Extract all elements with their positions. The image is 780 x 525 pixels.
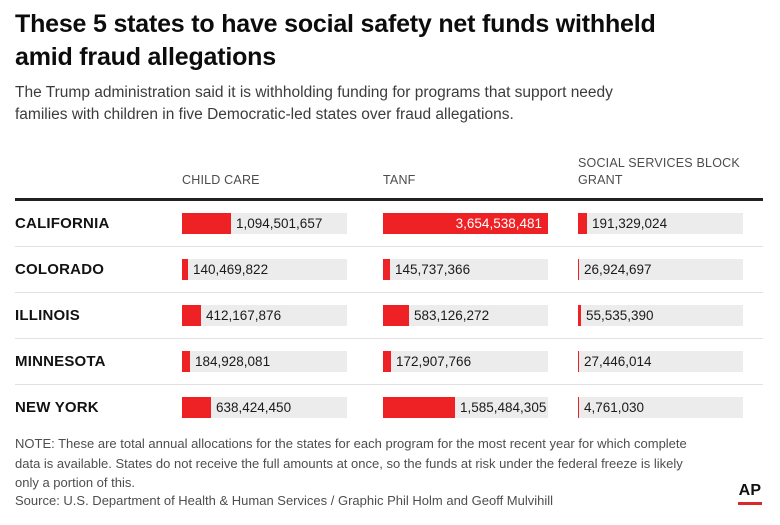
page-title [15,8,656,73]
bar-track [383,397,548,418]
bar-track [182,351,347,372]
bar-value: 55,535,390 [586,308,654,323]
bar-track [383,305,548,326]
bar-value: 412,167,876 [206,308,282,323]
state-row [15,339,763,385]
footnote [15,434,687,493]
bar-track [182,259,347,280]
title-line: amid fraud allegations [15,42,276,71]
column-header-tanf: TANF [383,173,416,188]
bar-fill [578,305,581,326]
state-row [15,385,763,430]
state-name: CALIFORNIA [15,215,110,232]
bar-track [383,351,548,372]
bar-value: 172,907,766 [396,354,472,369]
bar-value: 27,446,014 [584,354,652,369]
bar-fill [383,259,390,280]
bar-fill [578,397,579,418]
bar-track [182,397,347,418]
bar-fill [578,213,587,234]
state-name: ILLINOIS [15,307,80,324]
bar-value: 26,924,697 [584,262,652,277]
bar-track [383,213,548,234]
bar-chart-rows [15,201,763,430]
title-line: These 5 states to have social safety net funds withheld [15,10,656,38]
ap-logo-text: AP [738,482,762,499]
bar-fill [182,259,188,280]
state-row [15,293,763,339]
column-header-ssbg: SOCIAL SERVICES BLOCK GRANT [578,156,740,188]
state-name: MINNESOTA [15,353,106,370]
subtitle-line: The Trump administration said it is withholding funding for programs that support needy [15,84,613,101]
page-subtitle [15,82,613,127]
source-credit: Source: U.S. Department of Health & Human Services / Graphic Phil Holm and Geoff Mulvihill [15,493,554,508]
bar-fill [182,305,201,326]
bar-value: 1,094,501,657 [236,216,323,231]
bar-value: 140,469,822 [193,262,269,277]
ap-logo-underline [738,502,762,505]
footnote-line: only a portion of this. [15,475,135,490]
state-name: NEW YORK [15,399,99,416]
bar-value: 184,928,081 [195,354,271,369]
bar-fill [182,397,211,418]
bar-fill [182,351,190,372]
bar-track [578,213,743,234]
bar-track [383,259,548,280]
bar-fill [182,213,231,234]
bar-value: 191,329,024 [592,216,668,231]
bar-track [182,213,347,234]
bar-value: 3,654,538,481 [455,216,542,231]
bar-fill [578,351,579,372]
bar-fill [383,397,455,418]
state-row [15,247,763,293]
bar-value: 583,126,272 [414,308,490,323]
column-header-child-care: CHILD CARE [182,173,260,188]
footnote-line: data is available. States do not receive the full amounts at once, so the funds at risk under the federal freeze is likely [15,455,683,471]
footnote-line: NOTE: These are total annual allocations for the states for each program for the most recent year for which complete [15,436,687,451]
ap-logo [737,482,763,505]
bar-fill [578,259,579,280]
state-name: COLORADO [15,261,105,278]
bar-value: 1,585,484,305 [460,400,547,415]
bar-track [578,351,743,372]
bar-value: 145,737,366 [395,262,471,277]
bar-track [182,305,347,326]
bar-value: 4,761,030 [584,400,645,415]
column-headers [15,148,763,193]
bar-value: 638,424,450 [216,400,292,415]
bar-track [578,397,743,418]
bar-fill [383,351,391,372]
state-row [15,201,763,247]
bar-fill [383,305,409,326]
subtitle-line: families with children in five Democratic-led states over fraud allegations. [15,106,514,124]
bar-track [578,305,743,326]
bar-track [578,259,743,280]
